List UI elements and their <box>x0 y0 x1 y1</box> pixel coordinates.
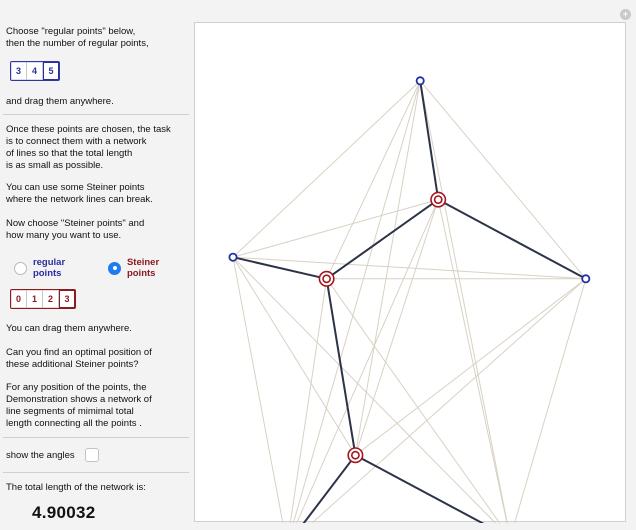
regular-count-3[interactable]: 3 <box>11 62 27 80</box>
drag-text: and drag them anywhere. <box>6 96 114 107</box>
intro-text: Choose "regular points" below, then the number of regular points, <box>6 26 149 49</box>
candidate-edge <box>287 279 327 523</box>
drag-steiner-text: You can drag them anywhere. <box>6 323 132 334</box>
candidate-edge <box>355 200 438 456</box>
candidate-edge <box>355 279 585 455</box>
steiner-points-label[interactable]: Steiner points <box>126 257 160 279</box>
steiner-count-2[interactable]: 2 <box>43 290 59 308</box>
network-edge <box>327 279 356 455</box>
question-text: Can you find an optimal position of these additional Steiner points? <box>6 347 152 370</box>
candidate-edge <box>510 279 586 523</box>
total-length-value: 4.90032 <box>32 503 96 522</box>
steiner-count-3[interactable]: 3 <box>59 290 75 308</box>
show-angles-label: show the angles <box>6 450 75 461</box>
control-panel <box>0 0 190 530</box>
regular-count-selector[interactable] <box>10 61 60 81</box>
regular-points-label[interactable]: regular points <box>32 257 66 279</box>
expand-plus-icon[interactable]: + <box>620 9 631 20</box>
plot-area <box>194 22 626 522</box>
regular-points-radio[interactable] <box>14 262 27 275</box>
candidate-edge <box>233 257 510 523</box>
candidate-edge <box>233 257 586 279</box>
steiner-points-radio[interactable] <box>108 262 121 275</box>
candidate-edge <box>420 81 586 279</box>
regular-point[interactable] <box>417 77 424 84</box>
steiner-network-plot <box>195 23 627 523</box>
divider <box>3 472 189 473</box>
steiner-count-selector[interactable] <box>10 289 76 309</box>
show-angles-checkbox[interactable] <box>85 448 99 462</box>
candidate-edge <box>287 200 438 523</box>
total-length-label: The total length of the network is: <box>6 482 146 493</box>
choose-steiner-text: Now choose "Steiner points" and how many you want to use. <box>6 218 145 241</box>
steiner-point[interactable] <box>348 448 362 462</box>
network-edge <box>355 455 510 523</box>
mode-selector <box>14 257 190 279</box>
candidate-edge <box>327 279 511 523</box>
network-edge <box>438 200 586 279</box>
network-edge <box>287 455 355 523</box>
candidate-edge <box>287 455 355 523</box>
candidate-edge <box>438 200 510 523</box>
regular-count-5[interactable]: 5 <box>43 62 59 80</box>
regular-point[interactable] <box>229 254 236 261</box>
divider <box>3 437 189 438</box>
steiner-point[interactable] <box>319 272 333 286</box>
regular-count-4[interactable]: 4 <box>27 62 43 80</box>
divider <box>3 114 189 115</box>
candidate-edge <box>355 455 510 523</box>
regular-point[interactable] <box>582 275 589 282</box>
steiner-count-1[interactable]: 1 <box>27 290 43 308</box>
candidate-edge <box>420 81 510 523</box>
task-text: Once these points are chosen, the task is to connect them with a network of lines so that the total length is as small as possible. <box>6 124 171 171</box>
steiner-point[interactable] <box>431 192 445 206</box>
steiner-info-text: You can use some Steiner points where the network lines can break. <box>6 182 153 205</box>
explanation-text: For any position of the points, the Demonstration shows a network of line segments of mimimal total length connecting all the points . <box>6 382 152 429</box>
steiner-count-0[interactable]: 0 <box>11 290 27 308</box>
candidate-edge <box>327 81 421 279</box>
candidate-edge <box>233 257 287 523</box>
